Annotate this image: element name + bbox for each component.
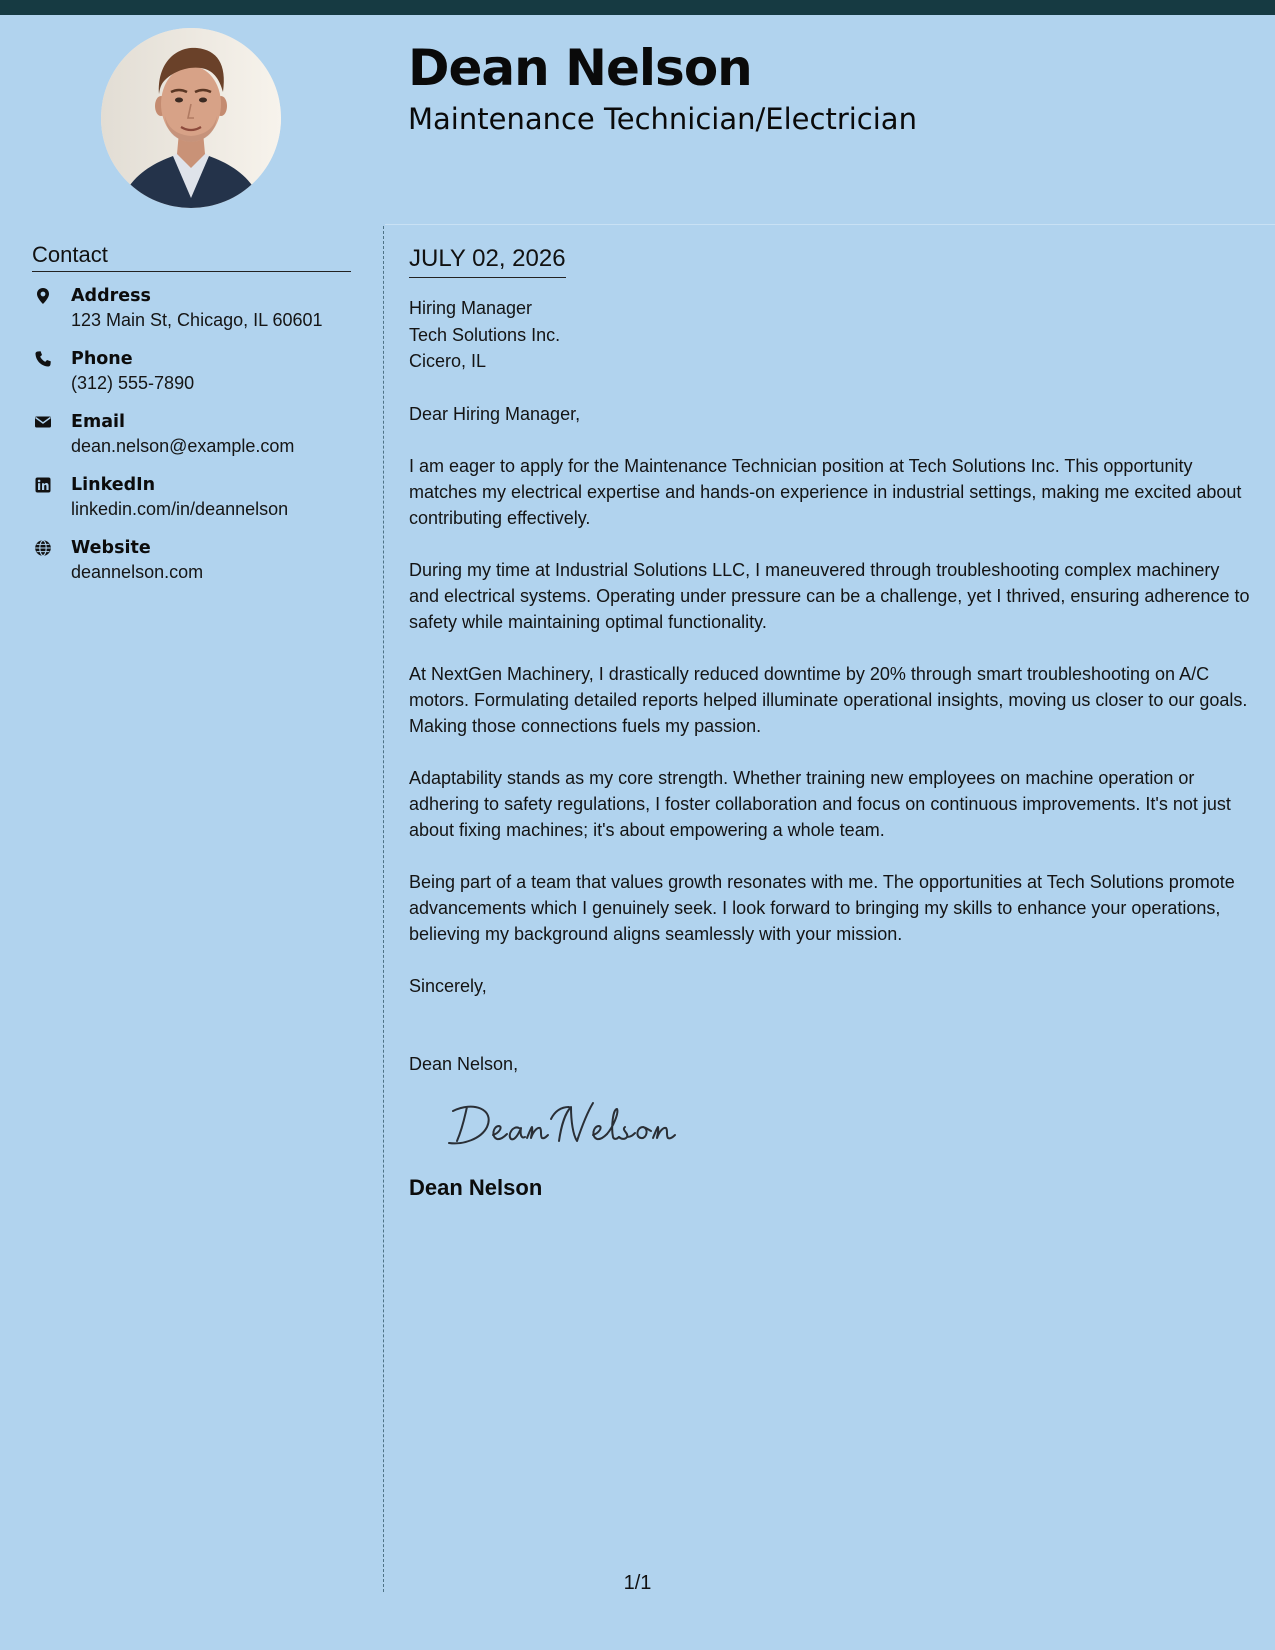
profile-photo	[101, 28, 281, 208]
page-number: 1/1	[623, 1572, 652, 1594]
envelope-icon	[34, 413, 52, 431]
phone-value: (312) 555-7890	[71, 373, 195, 393]
handwritten-signature	[443, 1097, 703, 1157]
email-value: dean.nelson@example.com	[71, 436, 295, 456]
candidate-name: Dean Nelson	[408, 39, 752, 97]
recipient-line: Hiring Manager	[409, 298, 533, 318]
letter-paragraph: Adaptability stands as my core strength. Whether training new employees on machine operation or adhering to safety regulations, I foster collaboration and focus on continuous improvements. It's not just about fixing machines; it's about empowering a whole team.	[409, 767, 1231, 840]
letter-date: JULY 02, 2026	[409, 243, 566, 278]
map-pin-icon	[34, 287, 52, 305]
contact-heading: Contact	[32, 241, 351, 272]
contact-label: Website	[71, 538, 151, 558]
salutation: Dear Hiring Manager,	[409, 403, 581, 424]
contact-item-email	[32, 410, 362, 473]
top-bar	[0, 0, 1275, 15]
closing: Sincerely,	[409, 975, 487, 996]
contact-item-address	[32, 284, 362, 347]
letter-paragraph: During my time at Industrial Solutions LLC, I maneuvered through troubleshooting complex machinery and electrical systems. Operating under pressure can be a challenge, yet I thrived, ensuring adherence to safety while maintaining optimal functionality.	[409, 559, 1250, 632]
contact-label: Email	[71, 412, 125, 432]
contact-list	[32, 284, 362, 599]
linkedin-icon	[34, 476, 52, 494]
contact-item-website	[32, 536, 362, 599]
contact-item-linkedin	[32, 473, 362, 536]
contact-label: LinkedIn	[71, 475, 156, 495]
letter-paragraph: At NextGen Machinery, I drastically reduced downtime by 20% through smart troubleshooting on A/C motors. Formulating detailed reports helped illuminate operational insights, moving us closer to our goals. Making those connections fuels my passion.	[409, 663, 1248, 736]
website-value: deannelson.com	[71, 562, 204, 582]
globe-icon	[34, 539, 52, 557]
letter-body	[409, 243, 1251, 1203]
contact-label: Address	[71, 286, 151, 306]
header-divider	[385, 224, 1275, 225]
recipient-block	[409, 295, 1251, 375]
contact-label: Phone	[71, 349, 133, 369]
signed-name: Dean Nelson	[409, 1174, 543, 1200]
contact-item-phone	[32, 347, 362, 410]
recipient-line: Tech Solutions Inc.	[409, 324, 561, 345]
letter-paragraph: I am eager to apply for the Maintenance Technician position at Tech Solutions Inc. This opportunity matches my electrical expertise and hands-on experience in industrial settings, making me excited about contributing effectively.	[409, 455, 1242, 528]
column-divider	[383, 226, 384, 1592]
signoff-name: Dean Nelson,	[409, 1053, 519, 1074]
address-value: 123 Main St, Chicago, IL 60601	[71, 310, 323, 330]
linkedin-value: linkedin.com/in/deannelson	[71, 499, 289, 519]
phone-icon	[34, 350, 52, 368]
job-title: Maintenance Technician/Electrician	[408, 102, 917, 136]
recipient-line: Cicero, IL	[409, 351, 487, 371]
letter-paragraph: Being part of a team that values growth resonates with me. The opportunities at Tech Solutions promote advancements which I genuinely seek. I look forward to bringing my skills to enhance your operations, believing my background aligns seamlessly with your mission.	[409, 871, 1235, 944]
